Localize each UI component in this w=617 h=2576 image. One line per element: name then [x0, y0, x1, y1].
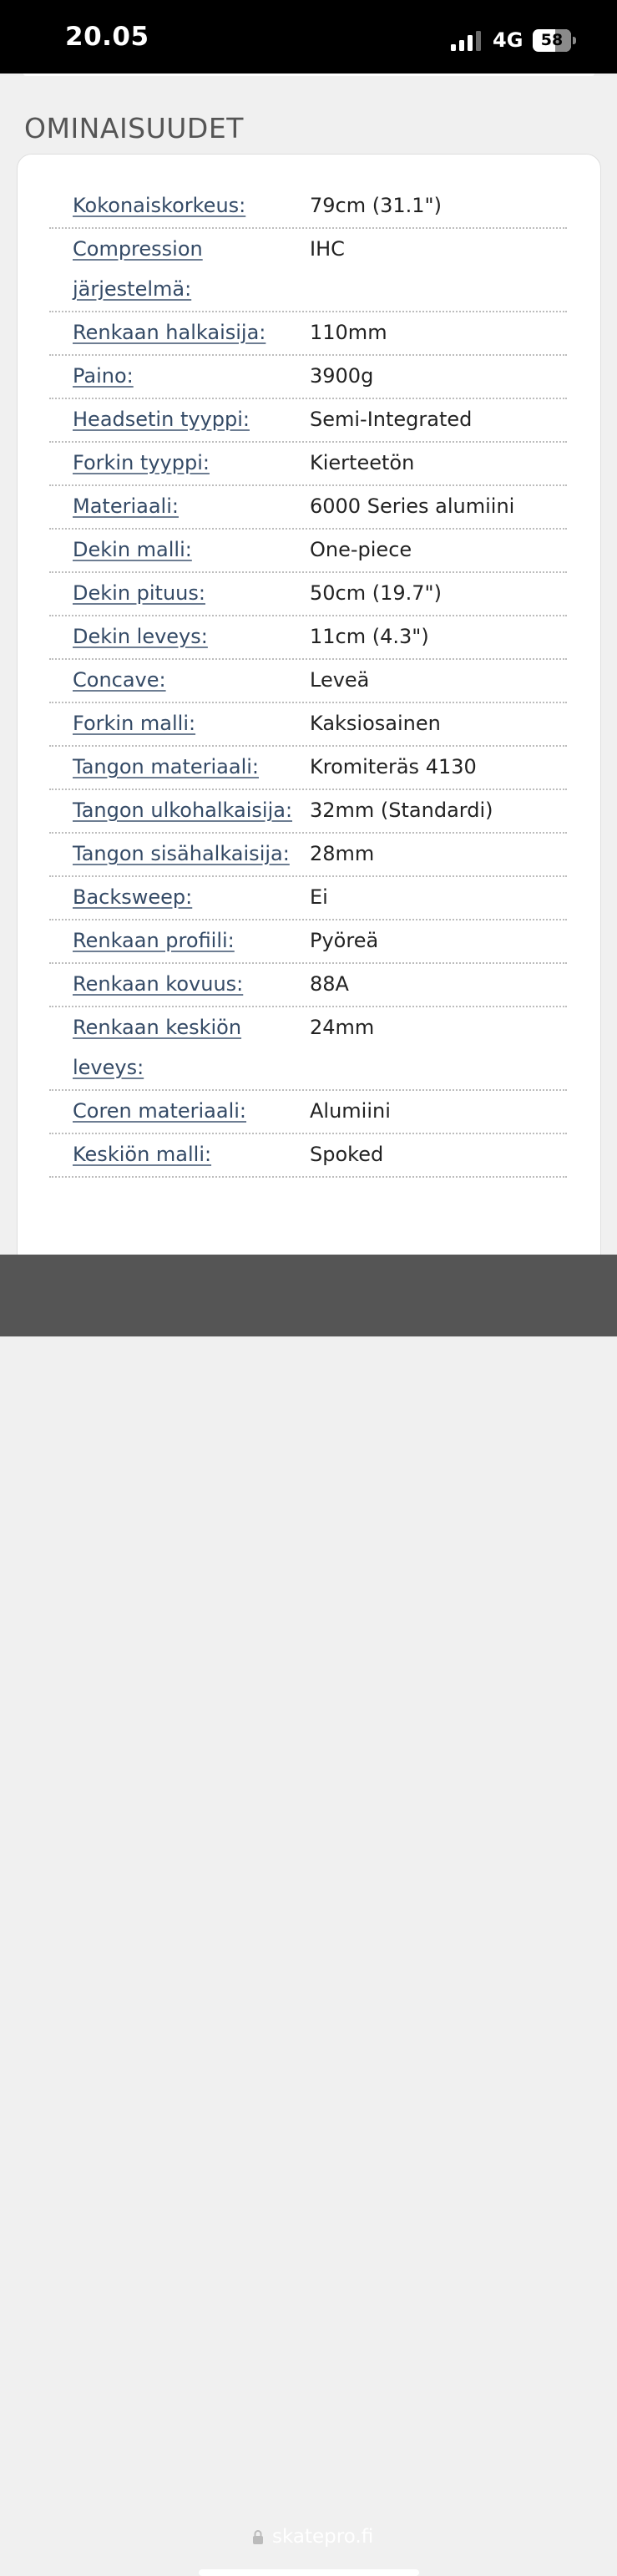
spec-key-link[interactable]: Dekin leveys: [73, 625, 208, 648]
spec-row [49, 660, 567, 703]
spec-value: 110mm [310, 321, 387, 344]
spec-row [49, 1134, 567, 1178]
spec-row [49, 573, 567, 616]
spec-key-link[interactable]: Concave: [73, 668, 166, 692]
spec-value: 6000 Series alumiini [310, 494, 515, 518]
spec-key-link[interactable]: Forkin malli: [73, 712, 196, 735]
spec-row [49, 747, 567, 790]
battery-level: 58 [540, 31, 564, 49]
spec-key-link[interactable]: Renkaan halkaisija: [73, 321, 266, 344]
section-title: OMINAISUUDET [24, 112, 244, 145]
spec-value: IHC [310, 237, 345, 261]
spec-value: 79cm (31.1") [310, 194, 442, 217]
spec-value: 11cm (4.3") [310, 625, 429, 648]
spec-key-link[interactable]: Keskiön malli: [73, 1143, 212, 1166]
spec-row [49, 229, 567, 312]
spec-row [49, 834, 567, 877]
spec-row [49, 312, 567, 356]
previous-section-edge [23, 74, 594, 76]
spec-value: Kierteetön [310, 451, 415, 474]
spec-key-link[interactable]: Coren materiaali: [73, 1099, 247, 1123]
spec-key-link[interactable]: Dekin malli: [73, 538, 192, 561]
lock-icon [252, 2529, 264, 2544]
spec-key-link[interactable]: Kokonaiskorkeus: [73, 194, 246, 217]
battery-icon [533, 29, 576, 52]
spec-row [49, 1007, 567, 1091]
spec-key-link[interactable]: Backsweep: [73, 885, 193, 909]
spec-row [49, 356, 567, 399]
spec-value: Spoked [310, 1143, 384, 1166]
spec-row [49, 1091, 567, 1134]
network-type: 4G [493, 28, 523, 52]
spec-row [49, 703, 567, 747]
spec-row [49, 616, 567, 660]
signal-icon [451, 31, 483, 51]
spec-row [49, 920, 567, 964]
spec-value: 88A [310, 972, 349, 996]
spec-row [49, 877, 567, 920]
spec-value: 50cm (19.7") [310, 581, 442, 605]
spec-value: Kaksiosainen [310, 712, 441, 735]
spec-row [49, 486, 567, 530]
spec-value: One-piece [310, 538, 412, 561]
spec-value: Alumiini [310, 1099, 391, 1123]
status-bar [0, 0, 617, 74]
spec-key-link[interactable]: Renkaan keskiön leveys: [73, 1016, 242, 1079]
url-text[interactable]: skatepro.fi [272, 2526, 374, 2548]
status-time: 20.05 [65, 22, 149, 52]
spec-value: 3900g [310, 364, 374, 388]
spec-row [49, 399, 567, 443]
spec-key-link[interactable]: Materiaali: [73, 494, 179, 518]
spec-value: Ei [310, 885, 328, 909]
spec-key-link[interactable]: Tangon sisähalkaisija: [73, 842, 290, 865]
spec-key-link[interactable]: Dekin pituus: [73, 581, 205, 605]
spec-key-link[interactable]: Forkin tyyppi: [73, 451, 210, 474]
spec-value: 24mm [310, 1016, 375, 1039]
spec-key-link[interactable]: Tangon materiaali: [73, 755, 259, 778]
spec-key-link[interactable]: Renkaan kovuus: [73, 972, 244, 996]
spec-row [49, 790, 567, 834]
spec-value: 32mm (Standardi) [310, 799, 493, 822]
spec-key-link[interactable]: Renkaan profiili: [73, 929, 235, 952]
spec-value: 28mm [310, 842, 375, 865]
spec-key-link[interactable]: Paino: [73, 364, 134, 388]
spec-row [49, 530, 567, 573]
home-indicator [199, 2569, 419, 2576]
spec-row [49, 964, 567, 1007]
browser-address-bar[interactable] [0, 1255, 617, 2548]
spec-row [49, 443, 567, 486]
spec-value: Leveä [310, 668, 370, 692]
spec-value: Kromiteräs 4130 [310, 755, 477, 778]
spec-value: Semi-Integrated [310, 408, 473, 431]
spec-key-link[interactable]: Headsetin tyyppi: [73, 408, 250, 431]
spec-key-link[interactable]: Tangon ulkohalkaisija: [73, 799, 293, 822]
spec-key-link[interactable]: Compression järjestelmä: [73, 237, 203, 301]
spec-value: Pyöreä [310, 929, 379, 952]
specs-table [49, 185, 567, 1178]
spec-row [49, 185, 567, 229]
